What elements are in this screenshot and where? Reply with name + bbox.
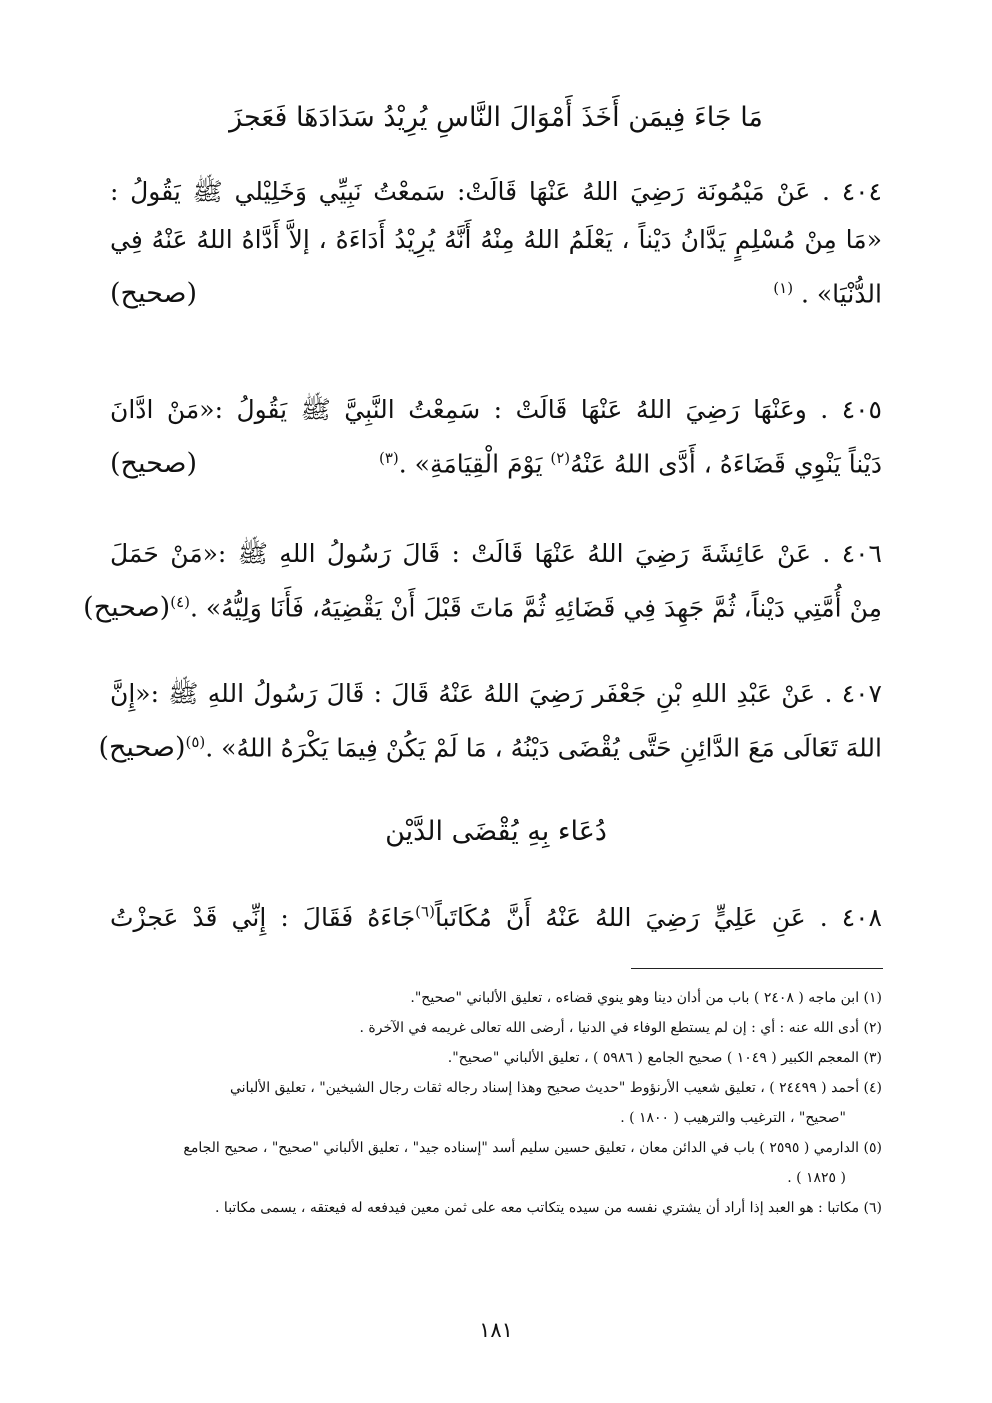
hadith-line: ٤٠٨ . عَنِ عَلِيٍّ رَضِيَ اللهُ عَنْهُ أَنَّ مُكَاتَباً$^{(٦)}$جَاءَهُ فَقَالَ : إِنِّي قَدْ عَجزْتُ (110, 903, 882, 933)
chapter-heading: مَا جَاءَ فِيمَن أَخَذَ أَمْوَالَ النَّاسِ يُرِيْدُ سَدَادَهَا فَعَجزَ (229, 102, 763, 133)
hadith-line: ٤٠٧ . عَنْ عَبْدِ اللهِ بْنِ جَعْفَر رَضِيَ اللهُ عَنْهُ قَالَ : قَالَ رَسُولُ اللهِ ﷺ :«إِنَّ (110, 679, 882, 708)
grade-label: ( صحيح ) (83, 584, 170, 632)
hadith-405 (110, 386, 882, 482)
hadith-line: دَيْناً يَنْوِي قَضَاءَهُ ، أَدَّى اللهُ عَنْهُ$^{(٢)}$ يَوْمَ الْقِيَامَةِ» .$^{(٣)}$ ( صحيح ) (110, 434, 882, 482)
hadith-line: ٤٠٤ . عَنْ مَيْمُونَة رَضِيَ اللهُ عَنْهَا قَالَتْ: سَمعْتُ نَبِيِّي وَخَلِيْلي ﷺ يَقُولُ : (110, 177, 882, 206)
footnote-6: (٦) مكاتبا : هو العبد إذا أراد أن يشتري نفسه من سيده يتكاتب معه على ثمن معين فيدفعه له فيعتقه ، يسمى مكاتبا . (215, 1200, 882, 1216)
footnote-ref[interactable]: (٣) (378, 449, 399, 467)
page-number: ١٨١ (479, 1318, 513, 1342)
hadith-404 (110, 168, 882, 312)
hadith-line: مِنْ أُمَّتِي دَيْناً، ثُمَّ جَهِدَ فِي قَضَائِهِ ثُمَّ مَاتَ قَبْلَ أَنْ يَقْضِيَهُ، فَأَنَا وَلِيُّهُ» .$^{(٤)}$ ( صحيح ) (110, 578, 882, 626)
hadith-406 (93, 530, 882, 626)
footnote-ref[interactable]: (٤) (170, 593, 190, 611)
footnote-ref[interactable]: (٦) (415, 903, 435, 921)
footnote-divider (631, 968, 883, 969)
footnote-ref[interactable]: (١) (773, 279, 794, 297)
footnotes-list (110, 984, 882, 1224)
hadith-line: ٤٠٦ . عَنْ عَائِشَةَ رَضِيَ اللهُ عَنْهَا قَالَتْ : قَالَ رَسُولُ اللهِ ﷺ :«مَنْ حَمَلَ (110, 539, 882, 568)
hadith-408 (110, 888, 882, 936)
footnote-5-continued: ( ١٨٢٥ ) . (787, 1170, 846, 1186)
hadith-line: ٤٠٥ . وعَنْهَا رَضِيَ اللهُ عَنْهَا قَالَتْ : سَمِعْتُ النَّبِيَّ ﷺ يَقُولُ :«مَنْ ادَّانَ (110, 395, 882, 424)
footnote-ref[interactable]: (٢) (550, 449, 571, 467)
grade-label: ( صحيح ) (98, 724, 185, 772)
hadith-407 (110, 670, 882, 766)
section-heading: دُعَاء بِهِ يُقْضَى الدَّيْن (385, 816, 607, 847)
footnote-3: (٣) المعجم الكبير ( ١٠٤٩ ) صحيح الجامع ( ٥٩٨٦ ) ، تعليق الألباني "صحيح". (447, 1050, 882, 1066)
footnote-2: (٢) أدى الله عنه : أي : إن لم يستطع الوفاء في الدنيا ، أرضى الله تعالى غريمه في الآخرة . (359, 1020, 882, 1036)
footnote-5: (٥) الدارمي ( ٢٥٩٥ ) باب في الدائن معان ، تعليق حسين سليم أسد "إسناده جيد" ، تعليق الألباني "صحيح" ، صحيح الجامع (183, 1140, 882, 1156)
footnote-4: (٤) أحمد ( ٢٤٤٩٩ ) ، تعليق شعيب الأرنؤوط "حديث صحيح وهذا إسناد رجاله ثقات رجال الشيخين" ، تعليق الألباني (229, 1080, 882, 1096)
hadith-line: اللهَ تَعَالَى مَعَ الدَّائِنِ حَتَّى يُقْضَى دَيْنُهُ ، مَا لَمْ يَكُنْ فِيمَا يَكْرَهُ اللهُ» .$^{(٥)}$ ( صحيح ) (110, 718, 882, 766)
footnote-1: (١) ابن ماجه ( ٢٤٠٨ ) باب من أدان دينا وهو ينوي قضاءه ، تعليق الألباني "صحيح". (410, 990, 882, 1006)
hadith-line: «مَا مِنْ مُسْلِمٍ يَدَّانُ دَيْناً ، يَعْلَمُ اللهُ مِنْهُ أَنَّهُ يُرِيْدُ أَدَاءَهُ ، إلاَّ أَدَّاهُ اللهُ عَنْهُ فِي (110, 225, 882, 254)
grade-label: ( صحيح ) (110, 270, 197, 318)
hadith-line: الدُّنْيَا» . $^{(١)}$ ( صحيح ) (110, 264, 882, 312)
grade-label: ( صحيح ) (110, 440, 197, 488)
footnote-4-continued: "صحيح" ، الترغيب والترهيب ( ١٨٠٠ ) . (620, 1110, 846, 1126)
footnote-ref[interactable]: (٥) (185, 733, 206, 751)
